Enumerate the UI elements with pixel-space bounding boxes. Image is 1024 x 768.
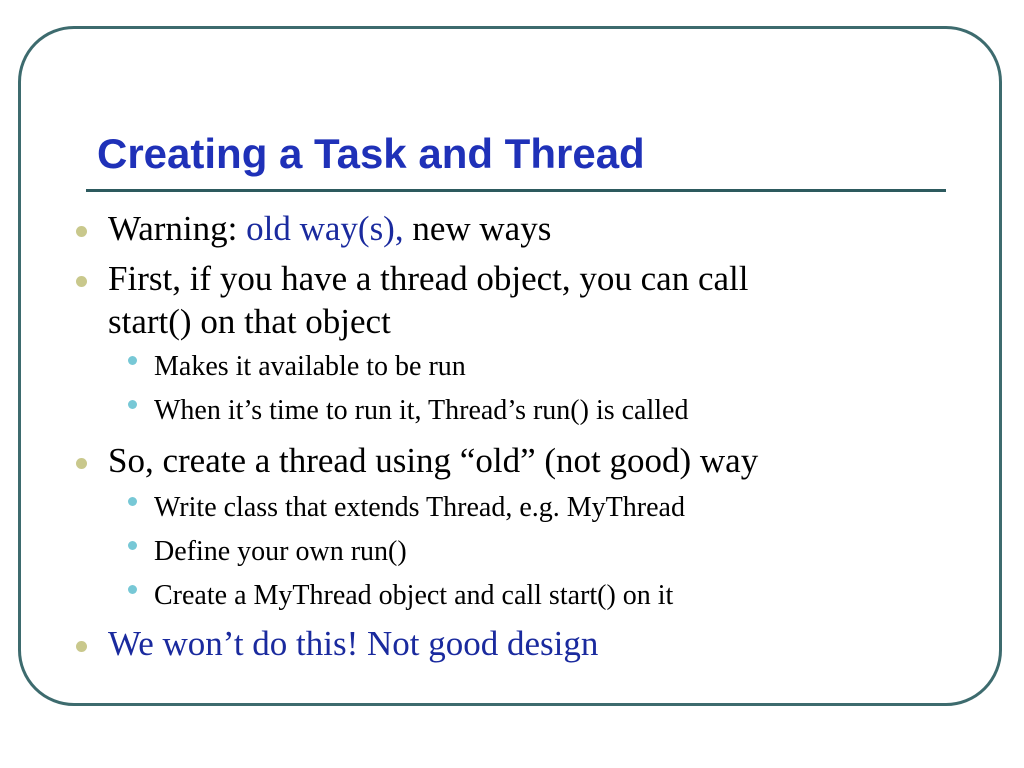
bullet-wont-do-this: We won’t do this! Not good design [108,624,599,663]
bullet-dot-icon [76,641,87,652]
sub-bullet-dot-icon [128,497,137,506]
bullet-dot-icon [76,276,87,287]
bullet-thread-object-line1: First, if you have a thread object, you can call [108,259,749,298]
sub-bullet-available: Makes it available to be run [154,351,466,382]
sub-bullet-create-object: Create a MyThread object and call start() on it [154,580,674,611]
sub-bullet-dot-icon [128,356,137,365]
bullet-thread-object-line2: start() on that object [108,302,391,341]
bullet-warning-suffix: new ways [403,209,552,248]
sub-bullet-dot-icon [128,541,137,550]
bullet-dot-icon [76,226,87,237]
bullet-old-way: So, create a thread using “old” (not good) way [108,441,759,480]
sub-bullet-dot-icon [128,400,137,409]
bullet-warning-highlight: old way(s), [246,209,404,248]
sub-bullet-extends-thread: Write class that extends Thread, e.g. MyThread [154,492,685,523]
bullet-warning-prefix: Warning: [108,209,247,248]
bullet-dot-icon [76,458,87,469]
title-underline [86,189,946,192]
sub-bullet-dot-icon [128,585,137,594]
sub-bullet-run-called: When it’s time to run it, Thread’s run() is called [154,395,689,426]
sub-bullet-define-run: Define your own run() [154,536,407,567]
bullet-warning [108,207,551,250]
slide-title: Creating a Task and Thread [97,130,645,177]
